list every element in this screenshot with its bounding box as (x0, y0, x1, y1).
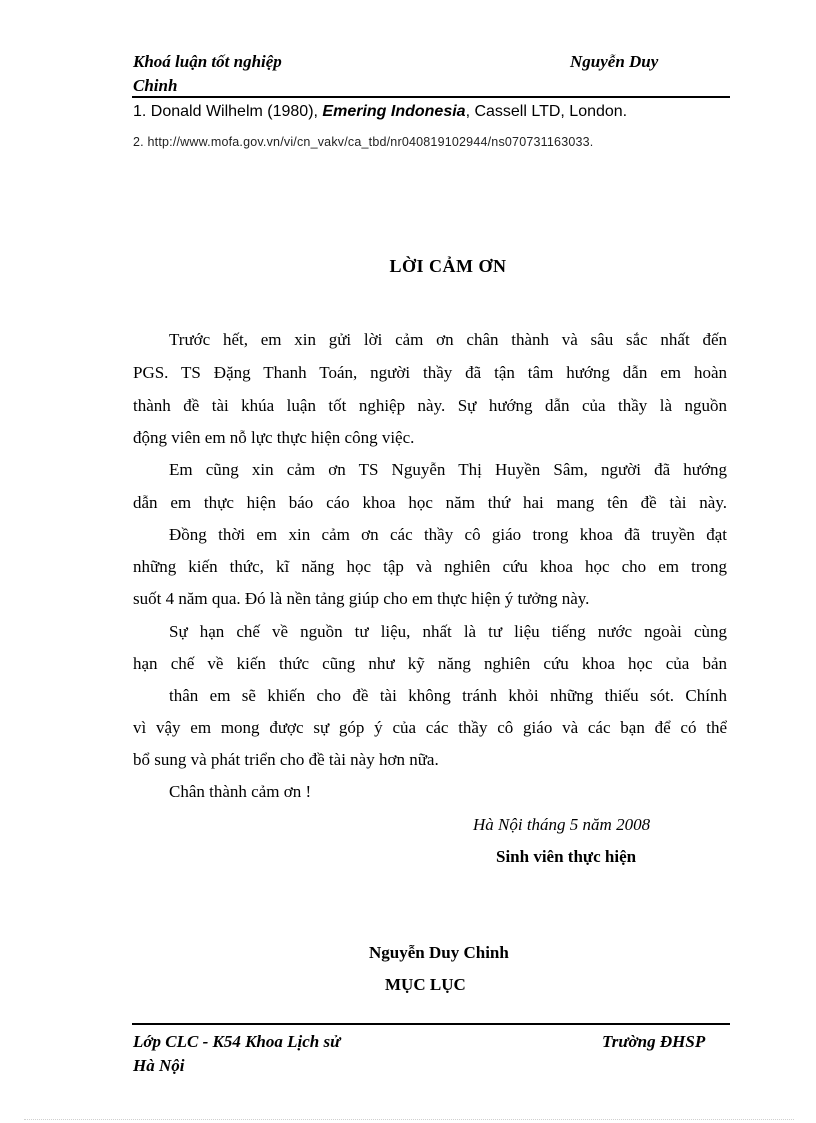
closing-line: Chân thành cảm ơn ! (169, 782, 312, 801)
body-line: Sự hạn chế về nguồn tư liệu, nhất là tư liệu tiếng nước ngoài cùng (169, 622, 727, 641)
reference-2-url: 2. http://www.mofa.gov.vn/vi/cn_vakv/ca_tbd/nr040819102944/ns070731163033. (133, 135, 594, 149)
reference-1 (133, 101, 627, 123)
reference-1-suffix: , Cassell LTD, London. (465, 103, 628, 120)
body-line: những kiến thức, kĩ năng học tập và nghiên cứu khoa học cho em trong (133, 557, 727, 576)
section-title: LỜI CẢM ƠN (389, 256, 507, 276)
reference-1-prefix: 1. Donald Wilhelm (1980), (133, 103, 323, 120)
body-line: Em cũng xin cảm ơn TS Nguyễn Thị Huyền Sâm, người đã hướng (169, 460, 727, 479)
body-line: động viên em nỗ lực thực hiện công việc. (133, 428, 415, 447)
body-line: vì vậy em mong được sự góp ý của các thầy cô giáo và các bạn để có thể (133, 718, 727, 737)
footer-left (133, 1030, 340, 1078)
footer-right: Trường ĐHSP (602, 1032, 706, 1051)
footer-left-line2: Hà Nội (133, 1056, 185, 1075)
header-divider (132, 96, 730, 98)
body-line: hạn chế về kiến thức cũng như kỹ năng nghiên cứu khoa học của bản (133, 654, 727, 673)
header-left-line1: Khoá luận tốt nghiệp (133, 52, 282, 71)
signer-role: Sinh viên thực hiện (496, 847, 637, 866)
footer-left-line1: Lớp CLC - K54 Khoa Lịch sử (133, 1032, 341, 1051)
body-line: PGS. TS Đặng Thanh Toán, người thầy đã tận tâm hướng dẫn em hoàn (133, 363, 727, 382)
body-line: Đồng thời em xin cảm ơn các thầy cô giáo trong khoa đã truyền đạt (169, 525, 727, 544)
page-edge-dotted-line (24, 1119, 794, 1120)
body-line: bổ sung và phát triển cho đề tài này hơn nữa. (133, 750, 439, 769)
reference-1-title: Emering Indonesia (322, 103, 466, 120)
header-left (133, 50, 282, 98)
header-left-line2: Chinh (133, 76, 178, 95)
body-line: dẫn em thực hiện báo cáo khoa học năm thứ hai mang tên đề tài này. (133, 493, 727, 512)
signer-name: Nguyễn Duy Chinh (369, 943, 509, 962)
body-line: suốt 4 năm qua. Đó là nền tảng giúp cho em thực hiện ý tưởng này. (133, 589, 590, 608)
place-date: Hà Nội tháng 5 năm 2008 (473, 815, 651, 834)
body-line: thân em sẽ khiến cho đề tài không tránh khỏi những thiếu sót. Chính (169, 686, 727, 705)
next-section-heading: MỤC LỤC (385, 975, 466, 994)
header-right: Nguyễn Duy (570, 52, 659, 71)
footer-divider (132, 1023, 730, 1025)
body-line: Trước hết, em xin gửi lời cảm ơn chân thành và sâu sắc nhất đến (169, 330, 727, 349)
body-line: thành đề tài khúa luận tốt nghiệp này. Sự hướng dẫn của thầy là nguồn (133, 396, 727, 415)
